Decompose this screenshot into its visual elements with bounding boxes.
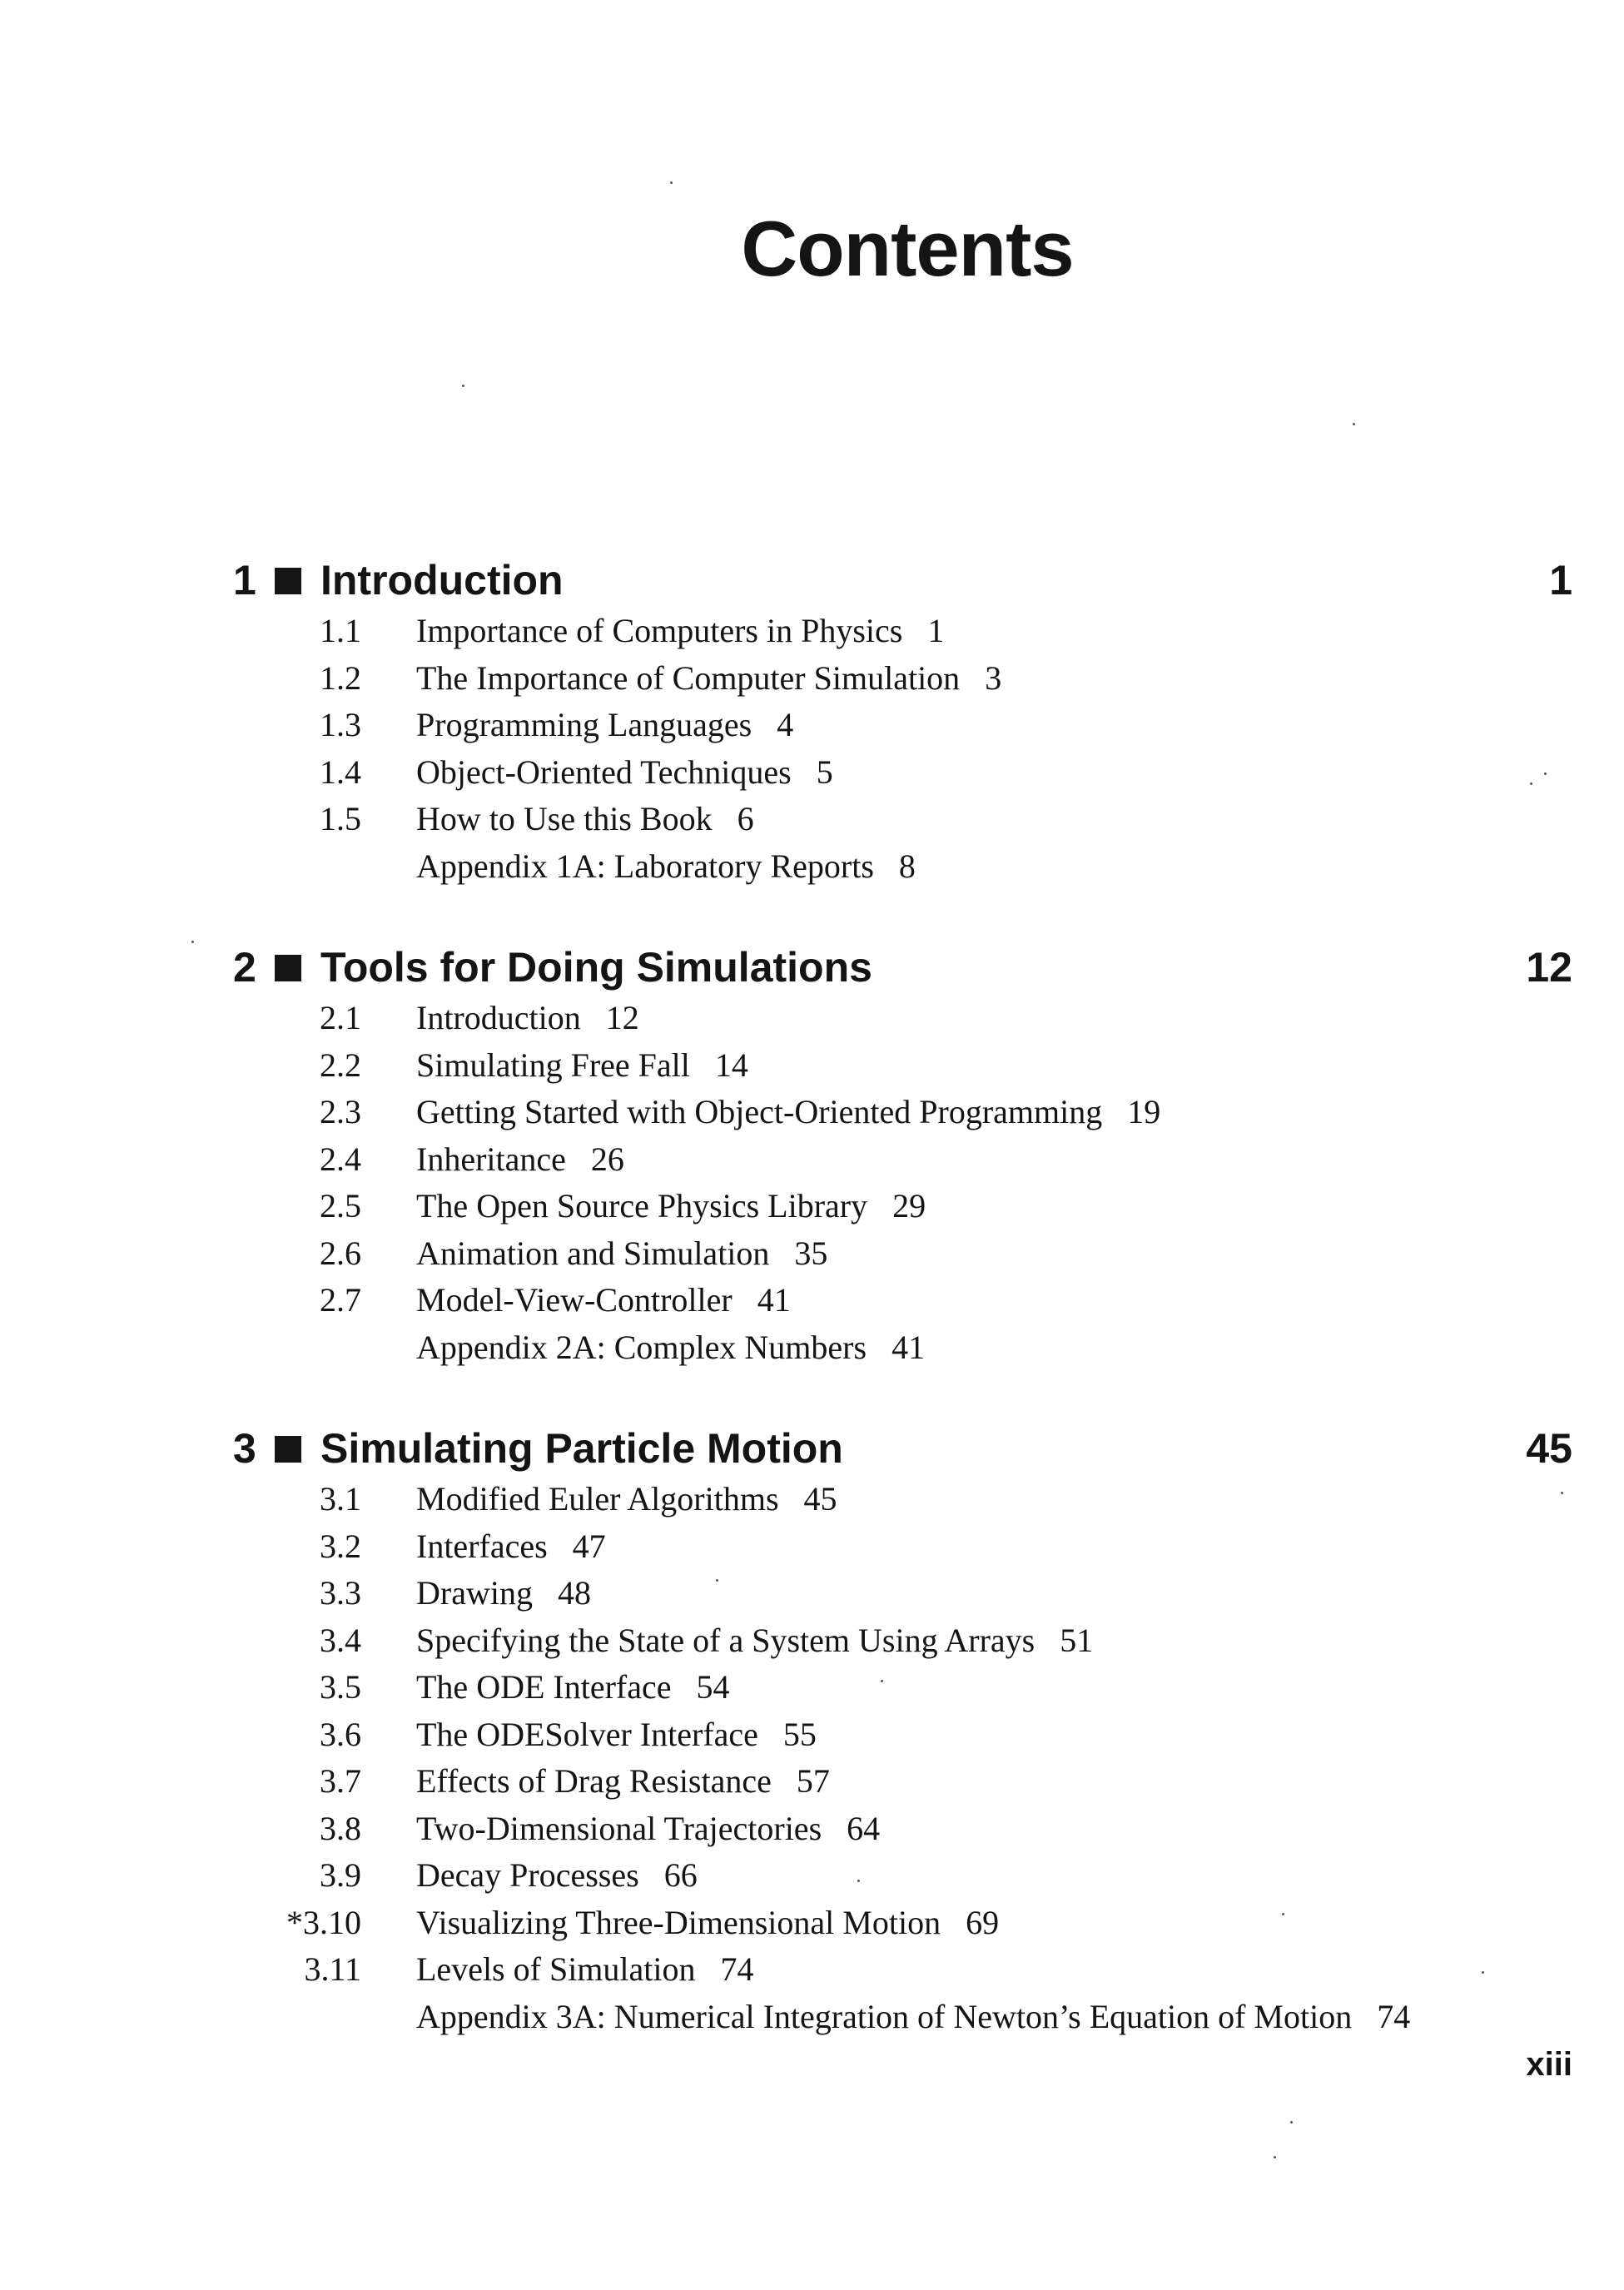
section-title: Drawing [416,1574,533,1612]
section-title: The ODESolver Interface [416,1715,758,1753]
section-page-number: 45 [803,1480,837,1518]
toc-entry [0,1900,1624,1947]
section-list [0,1476,1624,2040]
section-number: 1.2 [320,658,361,697]
toc-entry [0,1570,1624,1617]
section-title: Decay Processes [416,1856,639,1894]
scan-speck [1561,1492,1563,1494]
scan-speck [1282,1913,1284,1915]
section-page-number: 4 [777,706,794,743]
toc-entry [0,749,1624,797]
page-title: Contents [741,205,1074,292]
square-bullet-icon [275,955,301,981]
section-page-number: 74 [1377,1997,1411,2035]
toc-entry [0,1523,1624,1571]
section-title: Inheritance [416,1140,566,1178]
toc-entry [0,1136,1624,1184]
section-page-number: 48 [557,1574,591,1612]
toc-entry [0,1617,1624,1665]
chapter-page-number: 45 [1526,1425,1572,1472]
scan-speck [857,1880,860,1882]
section-title: Two-Dimensional Trajectories [416,1809,822,1847]
toc-entry [0,1042,1624,1090]
section-page-number: 1 [927,612,945,649]
chapter-heading [0,1419,1624,1478]
section-title: Introduction [416,999,581,1036]
section-title: The ODE Interface [416,1668,672,1706]
section-title: Levels of Simulation [416,1950,696,1988]
toc-appendix-entry [0,843,1624,891]
chapter-number: 2 [233,944,256,991]
toc-entry [0,1758,1624,1806]
section-number: 3.5 [320,1668,361,1706]
chapter-title: Simulating Particle Motion [320,1425,843,1472]
section-number: 3.8 [320,1809,361,1847]
section-number: 2.4 [320,1140,361,1178]
section-page-number: 41 [891,1328,926,1366]
page-folio: xiii [1526,2046,1572,2083]
section-page-number: 74 [720,1950,754,1988]
section-title: Importance of Computers in Physics [416,612,903,649]
toc-entry [0,1277,1624,1324]
section-page-number: 6 [737,800,754,837]
section-number: 2.1 [320,999,361,1036]
section-page-number: 54 [696,1668,730,1706]
toc-entry [0,1946,1624,1994]
section-page-number: 14 [714,1046,748,1084]
section-page-number: 47 [572,1527,606,1565]
section-title: Appendix 3A: Numerical Integration of Newton’s Equation of Motion [416,1997,1353,2035]
toc-entry [0,1806,1624,1853]
square-bullet-icon [275,568,301,594]
scan-speck [1530,782,1532,785]
scan-speck [1544,772,1547,775]
section-number: 2.7 [320,1281,361,1319]
chapter-1 [0,551,1624,890]
section-page-number: 66 [663,1856,698,1894]
section-title: Appendix 2A: Complex Numbers [416,1328,867,1366]
chapter-heading [0,551,1624,609]
section-number: 3.11 [304,1950,361,1988]
section-page-number: 26 [590,1140,624,1178]
section-number: 2.2 [320,1046,361,1084]
scan-speck [670,181,673,184]
section-number: 3.2 [320,1527,361,1565]
toc-entry [0,995,1624,1042]
section-number: 1.1 [320,612,361,649]
section-number: 3.7 [320,1762,361,1800]
toc-entry [0,1711,1624,1759]
chapter-page-number: 12 [1526,944,1572,991]
toc-entry [0,1183,1624,1230]
section-number: 3.9 [320,1856,361,1894]
section-number: 1.3 [320,706,361,743]
section-title: Interfaces [416,1527,548,1565]
scan-speck [1274,2156,1276,2158]
scan-speck [1482,1971,1484,1974]
section-number: 2.3 [320,1093,361,1130]
toc-entry [0,655,1624,703]
section-number: 1.4 [320,753,361,791]
toc-entry [0,702,1624,749]
section-title: Effects of Drag Resistance [416,1762,772,1800]
scan-speck [1353,423,1355,425]
square-bullet-icon [275,1436,301,1463]
chapter-number: 1 [233,557,256,604]
section-number: *3.10 [286,1903,361,1941]
section-number: 3.4 [320,1621,361,1659]
section-title: Simulating Free Fall [416,1046,690,1084]
section-title: Getting Started with Object-Oriented Programming [416,1093,1103,1130]
toc-entry [0,1852,1624,1900]
toc-entry [0,1089,1624,1136]
scan-speck [1290,2121,1293,2124]
section-page-number: 5 [816,753,833,791]
section-title: Model-View-Controller [416,1281,733,1319]
section-page-number: 64 [847,1809,881,1847]
scan-speck [716,1579,718,1582]
section-number: 2.6 [320,1234,361,1272]
section-title: How to Use this Book [416,800,713,837]
section-title: Visualizing Three-Dimensional Motion [416,1903,941,1941]
chapter-heading [0,938,1624,996]
toc-entry [0,1230,1624,1278]
chapter-2 [0,938,1624,1371]
toc-entry [0,1476,1624,1523]
chapter-title: Introduction [320,557,564,604]
chapter-3 [0,1419,1624,2040]
section-title: Appendix 1A: Laboratory Reports [416,847,874,885]
section-page-number: 55 [782,1715,817,1753]
section-title: Specifying the State of a System Using Arrays [416,1621,1035,1659]
chapter-number: 3 [233,1425,256,1472]
section-page-number: 19 [1127,1093,1161,1130]
section-number: 2.5 [320,1187,361,1224]
section-page-number: 12 [605,999,639,1036]
section-title: The Importance of Computer Simulation [416,658,961,697]
section-number: 3.3 [320,1574,361,1612]
scan-speck [191,941,194,943]
section-title: Programming Languages [416,706,752,743]
section-number: 3.1 [320,1480,361,1518]
section-title: Modified Euler Algorithms [416,1480,779,1518]
section-title: Object-Oriented Techniques [416,753,792,791]
section-page-number: 3 [985,658,1002,697]
toc-entry [0,1664,1624,1711]
chapter-title: Tools for Doing Simulations [320,944,872,991]
toc-appendix-entry [0,1994,1624,2041]
chapter-page-number: 1 [1549,557,1572,604]
section-number: 3.6 [320,1715,361,1753]
section-list [0,608,1624,890]
toc-appendix-entry [0,1324,1624,1372]
section-number: 1.5 [320,800,361,837]
section-page-number: 57 [796,1762,830,1800]
section-page-number: 29 [892,1187,926,1224]
scan-speck [462,385,464,387]
section-title: Animation and Simulation [416,1234,770,1272]
section-list [0,995,1624,1371]
section-page-number: 41 [757,1281,791,1319]
scan-speck [881,1680,883,1682]
section-page-number: 69 [966,1903,1000,1941]
section-page-number: 8 [898,847,916,885]
section-page-number: 51 [1060,1621,1094,1659]
toc-entry [0,608,1624,655]
toc-entry [0,796,1624,843]
section-title: The Open Source Physics Library [416,1187,868,1224]
section-page-number: 35 [794,1234,828,1272]
